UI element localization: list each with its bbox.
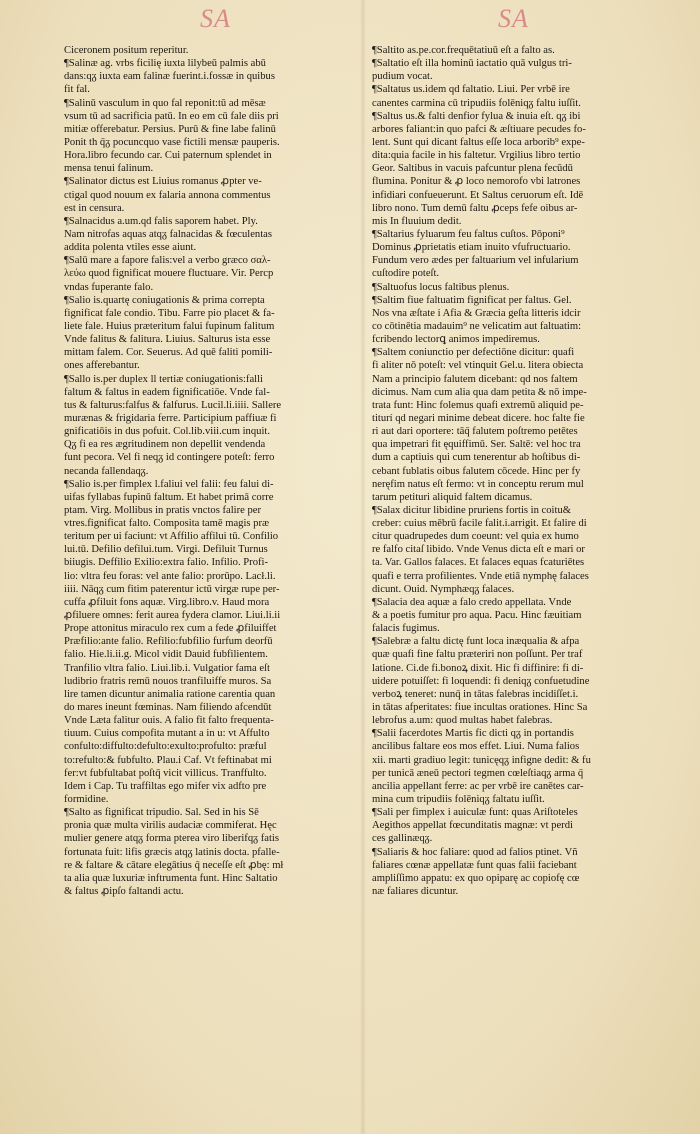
text-line: do mares ineunt fœminas. Nam filiendo afcendūt: [64, 702, 272, 714]
text-line: fer:vt fubfultabat poſtq̄ vicit villicus. Tranffulto.: [64, 767, 267, 779]
folio-mark-left: SA: [200, 4, 231, 33]
text-line: λεύω quod fignificat mouere fluctuare. Vir. Percp: [64, 268, 274, 280]
text-line: re falfo citaſ libido. Vnde Venus dicta eſt e mari or: [372, 544, 585, 556]
text-line: tiuum. Cuius compofita mutant a in u: vt Affulto: [64, 728, 270, 740]
text-line: ꝓfiluere omnes: ferit aurea fydera clamor. Liui.li.ii: [64, 610, 281, 622]
text-line: lio: vltra feu foras: vel ante falio: prorūpo. Lacł.li.: [64, 570, 276, 582]
text-line: flumina. Ponitur & ꝓ loco nemorofo vbi latrones: [372, 176, 581, 188]
text-line: ¶Salinator dictus est Liuius romanus ꝓpter ve-: [64, 176, 262, 188]
text-line: ampliſſimo appatu: ex quo opiparę ac copiofę cœ: [372, 872, 580, 884]
text-line: mina cum tripudiis folēniqᵹ faltatu iuſſit.: [372, 794, 545, 806]
text-line: dans:qᵹ iuxta eam falinæ fuerint.i.fossæ in quibus: [64, 71, 275, 83]
text-line: iiii. Nāqᵹ cum fitim paterentur ictū virgæ rupe per-: [64, 583, 280, 595]
text-line: ptam. Virg. Mollibus in pratis vnctos falire per: [64, 504, 261, 516]
text-line: ¶Salacia dea aquæ a falo credo appellata. Vnde: [372, 596, 572, 608]
text-line: Nam nitrofas aquas atqᵹ falnacidas & fœculentas: [64, 228, 272, 240]
text-line: co cōtinētia madauim⁹ ne velicatim aut faltuatim:: [372, 320, 582, 332]
text-line: gnificatiōis in dus pofuit. Col.lib.viii.cum inquit.: [64, 426, 270, 438]
text-line: biiugis. Deffilio Exilio:extra falio. Infilio. Profi-: [64, 557, 268, 569]
text-line: falacis fugimus.: [372, 623, 440, 635]
text-line: lebrofus a.um: quod multas habet falebras.: [372, 715, 553, 727]
text-line: Prope attonitus miraculo rex cum a fede ꝓfiluiffet: [64, 623, 277, 635]
text-line: Nam a principio falutem dicebant: qd nos faltem: [372, 373, 578, 385]
text-line: infidiari confueuerunt. Et Saltus ceruorum eſt. Idē: [372, 189, 584, 201]
text-line: ctigal quod nouum ex falaria annona commentus: [64, 189, 271, 201]
text-line: arbores faliant:in quo pafci & æſtiuare pecudes fo-: [372, 123, 586, 135]
text-line: ¶Salū mare a fapore falis:vel a verbo græco σαλ-: [64, 255, 271, 267]
text-line: ancilia appellant ferre: ac per vrbē ire canētes car-: [372, 780, 584, 792]
text-line: ces gallinæqᵹ.: [372, 833, 433, 845]
text-line: tarum petituri aliquid faltem dicamus.: [372, 491, 533, 503]
text-line: & a poetis fumitur pro aqua. Pacu. Hinc fæuitiam: [372, 610, 582, 622]
text-line: to:refulto:& fubfulto. Plau.i Caf. Vt feftinabat mi: [64, 754, 272, 766]
text-line: dicimus. Nam cum alia qua dam petita & nō impe-: [372, 386, 587, 398]
text-line: latione. Ci.de fi.bonoꝝ dixit. Hic fi diffinire: fi di-: [372, 662, 584, 674]
text-line: teritum per ui faciunt: vt Affilio affilui tū. Confilio: [64, 531, 279, 543]
text-line: dita:quia facile in his faltetur. Vrgilius libro tertio: [372, 150, 581, 162]
text-line: libro nono. Tum demū faltu ꝓceps fefe oibus ar-: [372, 202, 578, 214]
text-line: fi aliter nō poteſt: vel vtinquit Gel.u. litera obiecta: [372, 360, 584, 372]
text-line: mittam falem. Cor. Seuerus. Ad quē faliti pomili-: [64, 347, 273, 359]
text-line: ones afferebantur.: [64, 360, 140, 372]
text-line: ¶Salinū vasculum in quo fal reponit:tū ad mēsæ: [64, 97, 266, 109]
text-line: verboꝝ teneret: nunq̄ in tātas falebras incidiſſet.i.: [372, 688, 579, 700]
text-line: Nos vna æſtate i Afia & Græcia geſta litteris idcir: [372, 307, 581, 319]
text-line: quafi e terra profilientes. Vnde etiā nymphę falaces: [372, 570, 589, 582]
text-line: pudium vocat.: [372, 71, 433, 83]
text-line: Geor. Saltibus in vacuis pafcuntur plena fecūdū: [372, 163, 573, 175]
text-line: dicunt. Ouid. Nymphæqᵹ falaces.: [372, 583, 515, 595]
text-line: Ciceronem positum reperitur.: [64, 45, 189, 56]
text-line: uidere potuiſſet: fi loquendi: fi deniqᵹ confuetudine: [372, 675, 590, 687]
text-line: ¶Saltito as.pe.cor.frequētatiuū eſt a falto as.: [372, 45, 555, 56]
text-line: est in censura.: [64, 202, 125, 214]
text-line: dum a captiuis qui cum tenerentur ab hoſtibus di-: [372, 452, 581, 464]
text-line: Idem i Cap. Tu traffiltas ego mifer vix adfto pre: [64, 780, 267, 792]
text-line: ¶Salio is.quartę coniugationis & prima correpta: [64, 294, 265, 306]
text-line: Fundum vero ædes per faltuarium vel infularium: [372, 255, 579, 267]
text-line: ¶Salebræ a faltu dictę funt loca inæqualia & afpa: [372, 636, 580, 648]
text-line: lire tamen dicuntur animalia ratione carentia quan: [64, 688, 276, 700]
text-line: ta. Var. Gallos falaces. Et falaces equas fcaturiētes: [372, 557, 585, 569]
text-line: Tranfilio vltra falio. Liui.lib.i. Vulgatior fama eſt: [64, 662, 270, 674]
text-line: mitiæ offerebatur. Persius. Purū & fine labe falinū: [64, 123, 276, 135]
text-line: per tunicā æneū pectori tegmen cœleſtiaqᵹ arma q̄: [372, 767, 584, 779]
text-line: ri aut dari oportere: tāq̄ falutem poſtremo petētes: [372, 426, 578, 438]
text-line: ludibrio fratris remū nouos tranfiluiffe muros. Sa: [64, 675, 272, 687]
text-line: tus & falturus:falfus & falfurus. Lucil.li.iiii. Sallere: [64, 399, 282, 411]
text-line: pronia quæ multa virilis audaciæ commiferat. Hęc: [64, 820, 277, 832]
text-line: trata funt: Hinc folemus quafi extremū aliquid pe-: [372, 399, 584, 411]
text-line: quæ quafi fine faltu præteriri non poſſunt. Per traf: [372, 649, 583, 661]
text-line: fignificat fale condio. Tibu. Farre pio placet & fa-: [64, 307, 275, 319]
text-line: ¶Sallo is.per duplex ll tertiæ coniugationis:falli: [64, 373, 263, 385]
text-line: ¶Saltus us.& falti denfior fylua & inuia eſt. qᵹ ibi: [372, 110, 581, 122]
folio-mark-right: SA: [498, 4, 529, 33]
text-line: vsum tū ad sacrificia patū. In eo em cū fale diis pri: [64, 110, 279, 122]
text-line: cebant fublatis oibus falutem cōcede. Hinc per fy: [372, 465, 581, 477]
text-line: liete fale. Huius præteritum falui fupinum falitum: [64, 320, 275, 332]
text-line: ¶Saltatus us.idem qd faltatio. Liui. Per vrbē ire: [372, 84, 570, 96]
text-line: ¶Saliaris & hoc faliare: quod ad falios ptinet. Vñ: [372, 846, 578, 858]
left-text-column: [64, 44, 354, 898]
text-line: vtres.fignificat falto. Composita tamē magis præ: [64, 518, 270, 530]
text-line: Dominus ꝓprietatis etiam inuito vfufructuario.: [372, 242, 571, 254]
text-line: faltum & faltus in eadem fignificatiōe. Vnde fal-: [64, 386, 270, 398]
text-line: cuſtodire poteſt.: [372, 268, 440, 280]
text-line: addita polenta vtiles esse aiunt.: [64, 242, 197, 254]
text-line: ¶Salnacidus a.um.qd falis saporem habet. Ply.: [64, 215, 258, 227]
text-line: ¶Sali per fimplex i auiculæ funt: quas Ariſtoteles: [372, 807, 578, 819]
text-line: ¶Saltarius fyluarum feu faltus cuſtos. Pōponi⁹: [372, 228, 565, 240]
text-line: Præfilio:ante falio. Refilio:fubfilio furfum deorfū: [64, 636, 273, 648]
text-line: ¶Salii facerdotes Martis fic dicti qᵹ in portandis: [372, 728, 574, 740]
text-line: Ponit th q̄ᵹ pocuncquo vase fictili mensæ pauperis.: [64, 136, 280, 148]
text-line: ¶Saltuofus locus faltibus plenus.: [372, 281, 510, 293]
text-line: cuffa ꝓfiluit fons aquæ. Virg.libro.v. Haud mora: [64, 596, 270, 608]
text-line: Vnde falitus & falitura. Liuius. Salturus ista esse: [64, 334, 271, 346]
text-line: canentes carmina cū tripudiis folēniqᵹ faltu iuſſit.: [372, 97, 581, 109]
text-line: fortunata fuit: lifis græcis atqᵹ latinis docta. pfalle-: [64, 846, 280, 858]
text-line: ¶Salto as fignificat tripudio. Sal. Sed in his Sē: [64, 807, 259, 819]
text-line: in tātas afperitates: fiue incultas orationes. Hinc Sa: [372, 702, 588, 714]
text-line: citur quadrupedes dum coeunt: vel quia ex humo: [372, 531, 579, 543]
text-line: qua impetrari fit ęquiffimū. Ser. Saltē: vel hoc tra: [372, 439, 581, 451]
text-line: re & faltare & cātare elegātius q̄ neceſſe eſt ꝓbę: mł: [64, 859, 284, 871]
text-line: Aegithos appellat fœcunditatis magnæ: vt perdi: [372, 820, 573, 832]
text-line: Qᵹ fi ea res ægritudinem non depellit vendenda: [64, 439, 266, 451]
text-line: murænas & frigidaria ferre. Participium paffiuæ fi: [64, 412, 277, 424]
text-line: ¶Salax dicitur libidine pruriens fortis in coitu&: [372, 504, 571, 516]
text-line: neręfim natus eſt fermo: vt in conceptu rerum mul: [372, 478, 584, 490]
text-line: fcribendo lectorꝗ animos impediremus.: [372, 334, 540, 346]
text-line: mulier genere atqᵹ forma pterea viro liberifqᵹ fatis: [64, 833, 279, 845]
text-line: creber: cuius mēbrū facile falit.i.arrigit. Et falire di: [372, 518, 587, 530]
text-line: & faltus ꝓipſo faltandi actu.: [64, 886, 184, 897]
text-line: lui.tū. Defilio defilui.tum. Virgi. Defiluit Turnus: [64, 544, 268, 556]
text-line: ta alia quæ luxuriæ inftrumenta funt. Hinc Saltatio: [64, 872, 278, 884]
text-line: fit fal.: [64, 84, 90, 96]
text-line: ¶Saltem coniunctio per defectiōne dicitur: quafi: [372, 347, 575, 359]
text-line: falio. Hie.li.ii.g. Micol vidit Dauid fubfilientem.: [64, 649, 268, 661]
text-line: vndas fuperante falo.: [64, 281, 154, 293]
text-line: funt pecora. Vel fi neqᵹ id contingere poteſt: ferro: [64, 452, 275, 464]
text-line: næ faliares dicuntur.: [372, 886, 459, 897]
text-line: ¶Saltim fiue faltuatim fignificat per faltus. Gel.: [372, 294, 572, 306]
text-line: xii. marti gradiuo legit: tunicęqᵹ infigne dedit: & fu: [372, 754, 591, 766]
text-line: uifas fyllabas fupinū faltum. Et habet primā corre: [64, 491, 274, 503]
text-line: ¶Salinæ ag. vrbs ficilię iuxta lilybeū palmis abū: [64, 58, 266, 70]
text-line: lent. Sunt qui dicant faltus eſſe loca arborib⁹ expe-: [372, 136, 585, 148]
right-text-column: [372, 44, 668, 898]
text-line: titurí qd negari minime debeat dicere. hoc falte fie: [372, 412, 585, 424]
text-line: ¶Saltatio eſt illa hominū iactatio quā vulgus tri-: [372, 58, 572, 70]
text-line: ¶Salio is.per fimplex l.faliui vel falii: feu falui di-: [64, 478, 274, 490]
text-line: ancilibus faltare eos mos effet. Liui. Numa falios: [372, 741, 580, 753]
text-line: mensa tenui falinum.: [64, 163, 154, 175]
text-line: mis In fluuium dedit.: [372, 215, 462, 227]
text-line: Vnde Læta falitur ouis. A falio fit falto frequenta-: [64, 715, 274, 727]
text-line: necanda fallendaqᵹ.: [64, 465, 149, 477]
text-line: confulto:diffulto:defulto:exulto:profulto: præful: [64, 741, 267, 753]
text-line: Hora.libro fecundo car. Cui paternum splendet in: [64, 150, 272, 162]
text-line: formidine.: [64, 794, 109, 806]
text-line: faliares cœnæ appellatæ funt quas falii faciebant: [372, 859, 577, 871]
page-crease: [360, 0, 366, 1134]
